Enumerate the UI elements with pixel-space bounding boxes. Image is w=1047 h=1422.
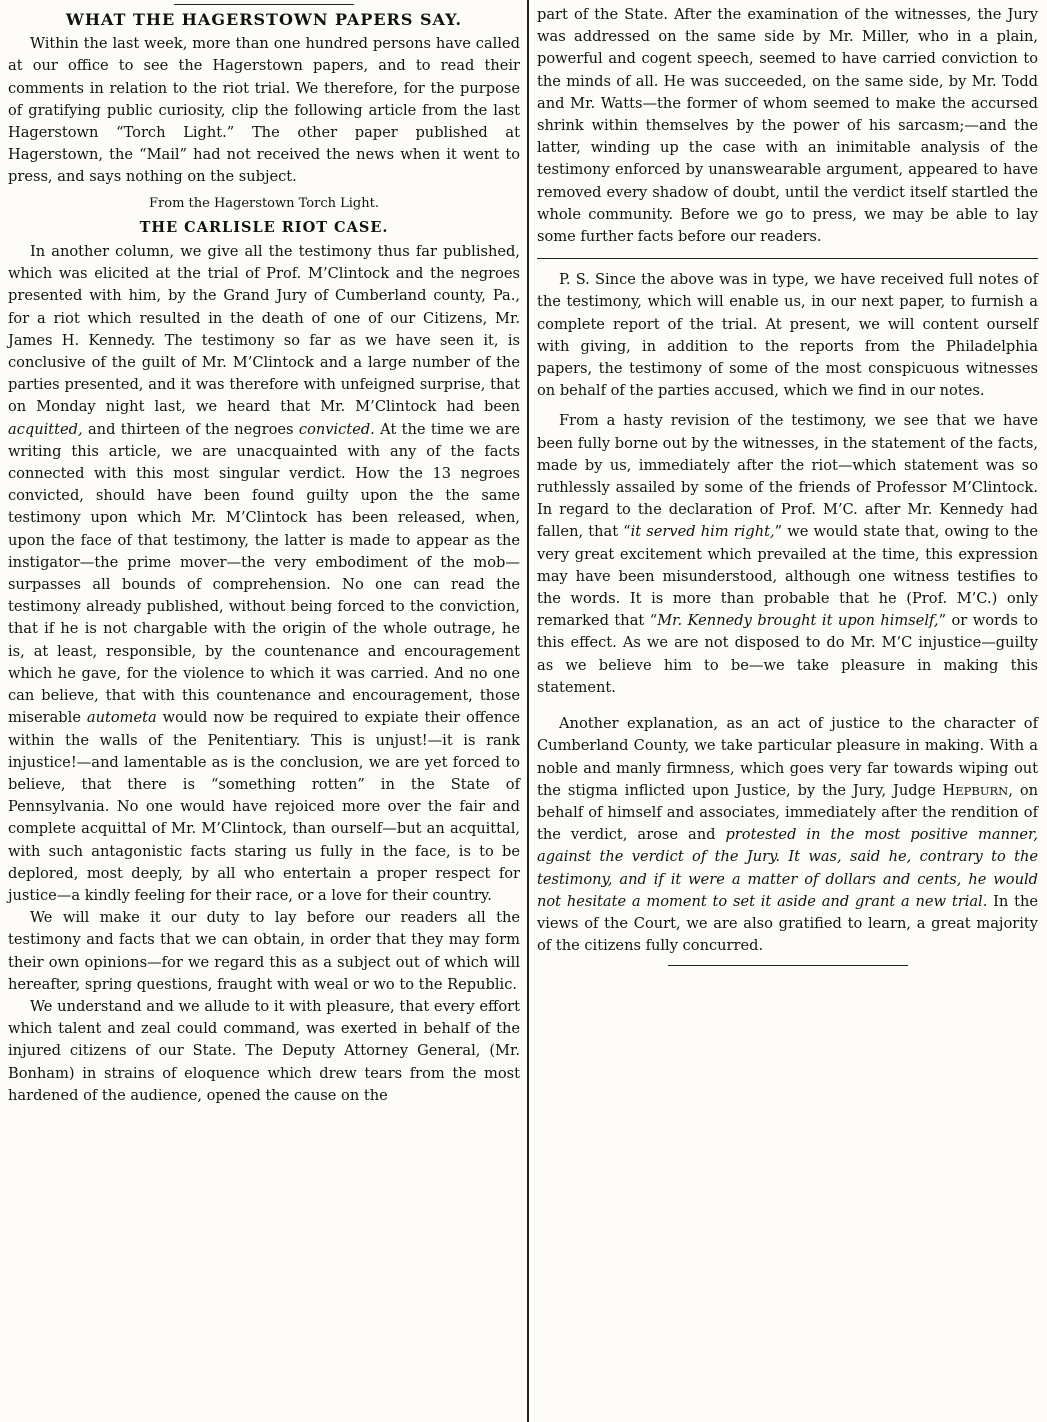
postscript-paragraph: P. S. Since the above was in type, we have received full notes of the testimony, which will enable us, in our next paper, to furnish a complete report of the trial. At present, we will content ourself with giving, in addition to the reports from the Philadelphia papers, the testimony of some of the most conspicuous witnesses on behalf of the parties accused, which we find in our notes. bbox=[537, 271, 1038, 400]
end-rule bbox=[668, 965, 908, 966]
source-line: From the Hagerstown Torch Light. bbox=[149, 195, 379, 211]
article-paragraph-1: In another column, we give all the testimony thus far published, which was elicited at the trial of Prof. M’Clintock and the negroes presented with him, by the Grand Jury of Cumberland county, Pa., for a riot which resulted in the death of one of our Citizens, Mr. James H. Kennedy. The testimony so far as we have seen it, is conclusive of the guilt of Mr. M’Clintock and a large number of the parties presented, and it was therefore with unfeigned surprise, that on Monday night last, we heard that Mr. M’Clintock had been acquitted, and thirteen of the negroes convicted. At the time we are writing this article, we are unacquainted with any of the facts connected with this most singular verdict. How the 13 negroes convicted, should have been found guilty upon the the same testimony upon which Mr. M’Clintock has been released, when, upon the face of that testimony, the latter is made to appear as the instigator—the prime mover—the very embodiment of the mob—surpasses all bounds of comprehension. No one can read the testimony already published, without being forced to the conviction, that if he is not chargable with the origin of the whole outrage, he is, at least, responsible, by the countenance and encouragement which he gave, for the violence to which it was carried. And no one can believe, that with this countenance and encouragement, those miserable autometa would now be required to expiate their offence within the walls of the Penitentiary. This is unjust!—it is rank injustice!—and lamentable as is the conclusion, we are yet forced to believe, that there is “something rotten” in the State of Pennsylvania. No one would have rejoiced more over the fair and complete acquittal of Mr. M’Clintock, than ourself—but an acquittal, with such antagonistic facts staring us fully in the face, is to be deplored, most deeply, by all who entertain a proper respect for justice—a kindly feeling for their race, or a love for their country. bbox=[8, 243, 521, 904]
article-paragraph-3: We understand and we allude to it with pleasure, that every effort which talent and zeal could command, was exerted in behalf of the injured citizens of our State. The Deputy Attorney General, (Mr. Bonham) in strains of eloquence which drew tears from the most hardened of the audience, opened the cause on the bbox=[8, 997, 520, 1104]
section-divider bbox=[537, 258, 1038, 259]
column-divider bbox=[527, 0, 529, 1422]
right-column bbox=[537, 4, 1038, 966]
article-paragraph-2: We will make it our duty to lay before our readers all the testimony and facts that we can obtain, in order that they may form their own opinions—for we regard this as a subject out of which will hereafter, spring questions, fraught with weal or wo to the Republic. bbox=[8, 909, 520, 993]
intro-paragraph: Within the last week, more than one hundred persons have called at our office to see the Hagerstown papers, and to read their comments in relation to the riot trial. We therefore, for the purpose of gratifying public curiosity, clip the following article from the last Hagerstown “Torch Light.” The other paper published at Hagerstown, the “Mail” had not received the news when it went to press, and says nothing on the subject. bbox=[8, 35, 520, 186]
explanation-paragraph: Another explanation, as an act of justice to the character of Cumberland County, we take particular pleasure in making. With a noble and manly firmness, which goes very far towards wiping out the stigma inflicted upon Justice, by the Jury, Judge HEPBURN, on behalf of himself and associates, immediately after the rendition of the verdict, arose and protested in the most positive manner, against the verdict of the Jury. It was, said he, contrary to the testimony, and if it were a matter of dollars and cents, he would not hesitate a moment to set it aside and grant a new trial. In the views of the Court, we are also gratified to learn, a great majority of the citizens fully concurred. bbox=[537, 715, 1039, 955]
continued-paragraph: part of the State. After the examination of the witnesses, the Jury was addressed on the same side by Mr. Miller, who in a plain, powerful and cogent speech, seemed to have carried conviction to the minds of all. He was succeeded, on the same side, by Mr. Todd and Mr. Watts—the former of whom seemed to make the accursed shrink within themselves by the power of his sarcasm;—and the latter, winding up the case with an inimitable analysis of the testimony enforced by unanswearable argument, appeared to have removed every shadow of doubt, until the verdict itself startled the whole community. Before we go to press, we may be able to lay some further facts before our readers. bbox=[537, 6, 1038, 246]
top-rule bbox=[174, 4, 354, 5]
left-column bbox=[8, 4, 520, 1107]
subheadline: THE CARLISLE RIOT CASE. bbox=[139, 218, 389, 236]
revision-paragraph: From a hasty revision of the testimony, we see that we have been fully borne out by the witnesses, in the statement of the facts, made by us, immediately after the riot—which statement was so ruthlessly assailed by some of the friends of Professor M’Clintock. In regard to the declaration of Prof. M’C. after Mr. Kennedy had fallen, that “it served him right,” we would state that, owing to the very great excitement which prevailed at the time, this expression may have been misunderstood, although one witness testifies to the words. It is more than probable that he (Prof. M’C.) only remarked that “Mr. Kennedy brought it upon himself,” or words to this effect. As we are not disposed to do Mr. M’C injustice—guilty as we believe him to be—we take pleasure in making this statement. bbox=[537, 412, 1038, 696]
headline: WHAT THE HAGERSTOWN PAPERS SAY. bbox=[65, 10, 463, 29]
